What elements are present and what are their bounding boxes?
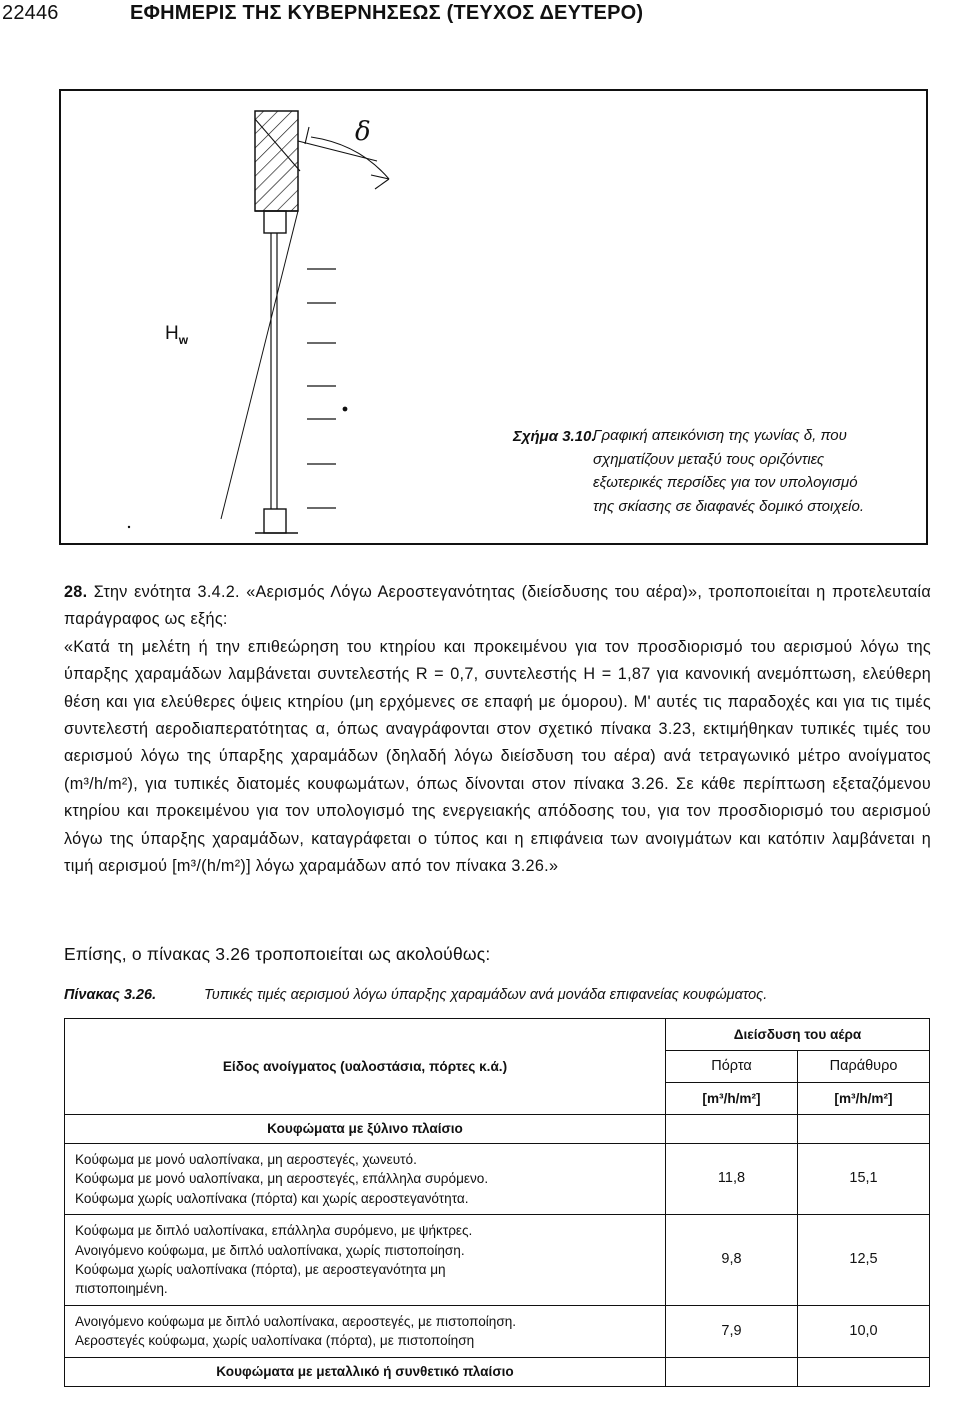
section-text: Στην ενότητα 3.4.2. «Αερισμός Λόγω Αεροστεγανότητας (διείσδυσης του αέρα)», τροποποιείται η προτελευταία παράγραφος ως εξής: bbox=[64, 583, 931, 629]
label-h: H bbox=[165, 323, 179, 344]
table-caption: Τυπικές τιμές αερισμού λόγω ύπαρξης χαραμάδων ανά μονάδα επιφανείας κουφώματος. bbox=[204, 987, 768, 1003]
label-w-subscript: w bbox=[178, 332, 189, 347]
window-value: 10,0 bbox=[798, 1305, 930, 1357]
window-value: 15,1 bbox=[798, 1144, 930, 1215]
caption-line: της σκίασης σε διαφανές δομικό στοιχείο. bbox=[593, 497, 864, 515]
empty-cell bbox=[666, 1115, 798, 1144]
window-value: 12,5 bbox=[798, 1215, 930, 1306]
caption-line: εξωτερικές περσίδες για τον υπολογισμό bbox=[593, 474, 858, 491]
row-line: Κούφωμα με μονό υαλοπίνακα, μη αεροστεγές, χωνευτό. bbox=[75, 1152, 417, 1167]
row-line: πιστοποιημένη. bbox=[75, 1281, 168, 1297]
window-head bbox=[264, 211, 286, 233]
table-row bbox=[65, 1144, 930, 1215]
door-value: 9,8 bbox=[666, 1215, 798, 1306]
amendment-paragraph bbox=[64, 579, 931, 880]
table-row bbox=[65, 1305, 930, 1357]
unit-window: [m³/h/m²] bbox=[798, 1083, 930, 1115]
row-line: Ανοιγόμενο κούφωμα, με διπλό υαλοπίνακα, χωρίς πιστοποίηση. bbox=[75, 1242, 465, 1258]
row-line: Κούφωμα με μονό υαλοπίνακα, μη αεροστεγές, επάλληλα συρόμενο. bbox=[75, 1171, 489, 1187]
label-delta: δ bbox=[355, 117, 371, 147]
window-sill bbox=[264, 509, 286, 533]
gazette-title: ΕΦΗΜΕΡΙΣ ΤΗΣ ΚΥΒΕΡΝΗΣΕΩΣ (ΤΕΥΧΟΣ ΔΕΥΤΕΡΟ) bbox=[130, 2, 644, 24]
row-line: Ανοιγόμενο κούφωμα με διπλό υαλοπίνακα, αεροστεγές, με πιστοποίηση. bbox=[75, 1313, 517, 1329]
caption-line: σχηματίζουν μεταξύ τους οριζόντιες bbox=[593, 450, 825, 468]
row-line: Κούφωμα χωρίς υαλοπίνακα (πόρτα) και χωρίς αεροστεγανότητα. bbox=[75, 1190, 469, 1206]
col-header-door: Πόρτα bbox=[666, 1051, 798, 1083]
section-metal: Κουφώματα με μεταλλικό ή συνθετικό πλαίσιο bbox=[65, 1357, 666, 1386]
also-line: Επίσης, ο πίνακας 3.26 τροποποιείται ως ακολούθως: bbox=[64, 944, 491, 964]
door-value: 11,8 bbox=[666, 1144, 798, 1215]
caption-line: Γραφική απεικόνιση της γωνίας δ, που bbox=[593, 427, 847, 444]
figure-caption-text bbox=[593, 424, 923, 518]
section-number: 28. bbox=[64, 583, 88, 601]
empty-cell bbox=[798, 1357, 930, 1386]
row-line: Κούφωμα χωρίς υαλοπίνακα (πόρτα), με αεροστεγανότητα μη bbox=[75, 1262, 446, 1278]
page-number: 22446 bbox=[2, 2, 59, 24]
figure-caption-label: Σχήμα 3.10. bbox=[513, 428, 596, 445]
empty-cell bbox=[666, 1357, 798, 1386]
empty-cell bbox=[798, 1115, 930, 1144]
table-label: Πίνακας 3.26. bbox=[64, 987, 157, 1003]
section-wood: Κουφώματα με ξύλινο πλαίσιο bbox=[65, 1115, 666, 1144]
label-hw bbox=[165, 323, 188, 347]
section-quote: «Κατά τη μελέτη ή την επιθεώρηση του κτηρίου και προκειμένου για τον προσδιορισμό του αερισμού λόγω της ύπαρξης χαραμάδων λαμβάνεται συντελεστής R = 0,7, συντελεστής H = 1,87 για κανονική ανεμόπτωση, ελεύθερη θέση και για ελεύθερες όψεις κτηρίου (μη ερχόμενες σε επαφή με όμορου). Μ' αυτές τις παραδοχές και για τις τιμές συντελεστή αεροδιαπερατότητας α, όπως αναγράφονται στον σχετικό πίνακα 3.23, εκτιμήθηκαν τυπικές τιμές του αερισμού λόγω της ύπαρξης χαραμάδων (δηλαδή λόγω διείσδυση του αέρα) ανά τετραγωνικό μέτρο ανοίγματος (m³/h/m²), για τυπικές διατομές κουφωμάτων, όπως δίνονται στον πίνακα 3.26. Σε κάθε περίπτωση εξεταζόμενου κτηρίου και προκειμένου για τον υπολογισμό της ενεργειακής απόδοσης του, για τον προσδιορισμό του αερισμού λόγω της ύπαρξης χαραμάδων, καταγράφεται ο τύπος και η επιφάνεια των ανοιγμάτων και κατόπιν λαμβάνεται η τιμή αερισμού [m³/(h/m²)] λόγω χαραμάδων από τον πίνακα 3.26.» bbox=[64, 637, 931, 876]
col-header-group: Διείσδυση του αέρα bbox=[666, 1019, 930, 1051]
row-line: Κούφωμα με διπλό υαλοπίνακα, επάλληλα συρόμενο, με ψήκτρες. bbox=[75, 1223, 473, 1239]
row-line: Αεροστεγές κούφωμα, χωρίς υαλοπίνακα (πόρτα), με πιστοποίηση bbox=[75, 1333, 475, 1349]
angle-arc bbox=[311, 137, 389, 179]
col-header-type: Είδος ανοίγματος (υαλοστάσια, πόρτες κ.ά.) bbox=[65, 1019, 666, 1115]
row-description bbox=[65, 1215, 666, 1306]
door-value: 7,9 bbox=[666, 1305, 798, 1357]
col-header-window: Παράθυρο bbox=[798, 1051, 930, 1083]
unit-door: [m³/h/m²] bbox=[666, 1083, 798, 1115]
row-description bbox=[65, 1305, 666, 1357]
row-description bbox=[65, 1144, 666, 1215]
ventilation-table bbox=[64, 1018, 930, 1387]
table-row bbox=[65, 1215, 930, 1306]
